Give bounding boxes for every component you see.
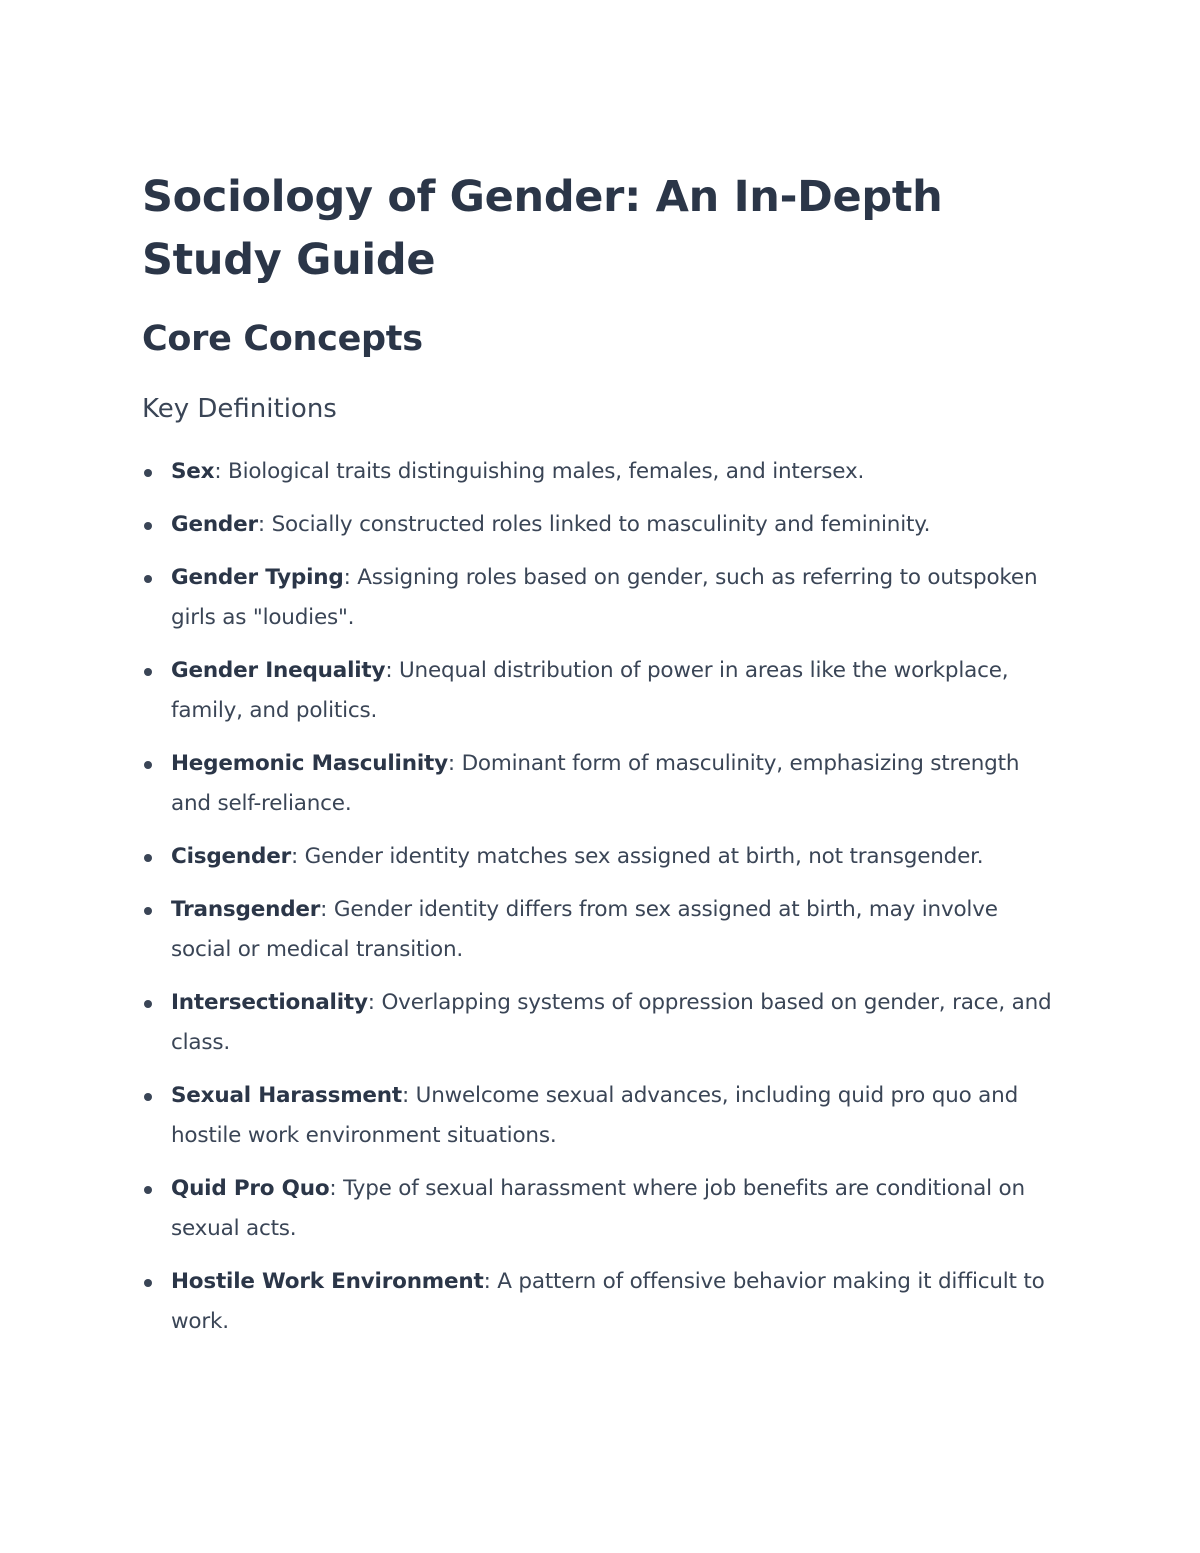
subsection-heading-key-definitions: Key Definitions xyxy=(142,394,337,424)
definition-separator: : xyxy=(320,897,328,922)
definition-separator: : xyxy=(214,459,222,484)
definition-text: Gender identity differs from sex assigned at birth, may involve social or medical transition. xyxy=(171,897,998,962)
definition-item xyxy=(142,1076,1062,1156)
definition-text: Socially constructed roles linked to masculinity and femininity. xyxy=(264,512,931,537)
definition-separator: : xyxy=(483,1269,491,1294)
definition-item xyxy=(142,744,1062,824)
definitions-list xyxy=(142,452,1062,1355)
definition-separator: : xyxy=(401,1083,410,1108)
definition-term: Gender Typing xyxy=(171,565,344,590)
bullet-icon xyxy=(144,761,152,769)
bullet-icon xyxy=(144,1000,152,1008)
definition-text: Unwelcome sexual advances, including quid pro quo and hostile work environment situations. xyxy=(171,1083,1019,1148)
definition-item xyxy=(142,452,1062,492)
definition-item xyxy=(142,890,1062,970)
definition-text: Unequal distribution of power in areas like the workplace, family, and politics. xyxy=(171,658,1009,723)
definition-term: Gender Inequality xyxy=(171,658,386,683)
bullet-icon xyxy=(144,854,152,862)
definition-item xyxy=(142,505,1062,545)
document-page xyxy=(142,166,1062,1334)
definition-separator: : xyxy=(447,751,455,776)
definition-item xyxy=(142,1262,1062,1342)
bullet-icon xyxy=(144,469,152,477)
definition-item xyxy=(142,837,1062,877)
definition-item xyxy=(142,651,1062,731)
definition-term: Intersectionality xyxy=(171,990,368,1015)
definition-item xyxy=(142,1169,1062,1249)
bullet-icon xyxy=(144,522,152,530)
definition-text: Assigning roles based on gender, such as referring to outspoken girls as "loudies". xyxy=(171,565,1038,630)
bullet-icon xyxy=(144,1279,152,1287)
definition-term: Quid Pro Quo xyxy=(171,1176,330,1201)
definition-text: A pattern of offensive behavior making it difficult to work. xyxy=(171,1269,1045,1334)
definition-term: Gender xyxy=(171,512,258,537)
definition-item xyxy=(142,558,1062,638)
definition-term: Transgender xyxy=(171,897,321,922)
definition-separator: : xyxy=(385,658,393,683)
definition-term: Sex xyxy=(171,459,215,484)
definition-text: Type of sexual harassment where job benefits are conditional on sexual acts. xyxy=(171,1176,1025,1241)
definition-separator: : xyxy=(257,512,265,537)
definition-item xyxy=(142,983,1062,1063)
definition-text: Overlapping systems of oppression based on gender, race, and class. xyxy=(171,990,1052,1055)
bullet-icon xyxy=(144,907,152,915)
definition-term: Sexual Harassment xyxy=(171,1083,402,1108)
definition-separator: : xyxy=(291,844,299,869)
page-title: Sociology of Gender: An In-Depth Study Guide xyxy=(142,172,943,285)
definition-separator: : xyxy=(343,565,351,590)
bullet-icon xyxy=(144,575,152,583)
bullet-icon xyxy=(144,1093,152,1101)
definition-term: Hostile Work Environment xyxy=(171,1269,484,1294)
definition-term: Cisgender xyxy=(171,844,291,869)
bullet-icon xyxy=(144,1186,152,1194)
definition-term: Hegemonic Masculinity xyxy=(171,751,448,776)
definition-separator: : xyxy=(367,990,375,1015)
definition-text: Dominant form of masculinity, emphasizing strength and self-reliance. xyxy=(171,751,1020,816)
bullet-icon xyxy=(144,668,152,676)
definition-text: Gender identity matches sex assigned at birth, not transgender. xyxy=(298,844,984,869)
definition-text: Biological traits distinguishing males, females, and intersex. xyxy=(221,459,865,484)
definition-separator: : xyxy=(329,1176,337,1201)
section-heading-core-concepts: Core Concepts xyxy=(142,319,423,359)
